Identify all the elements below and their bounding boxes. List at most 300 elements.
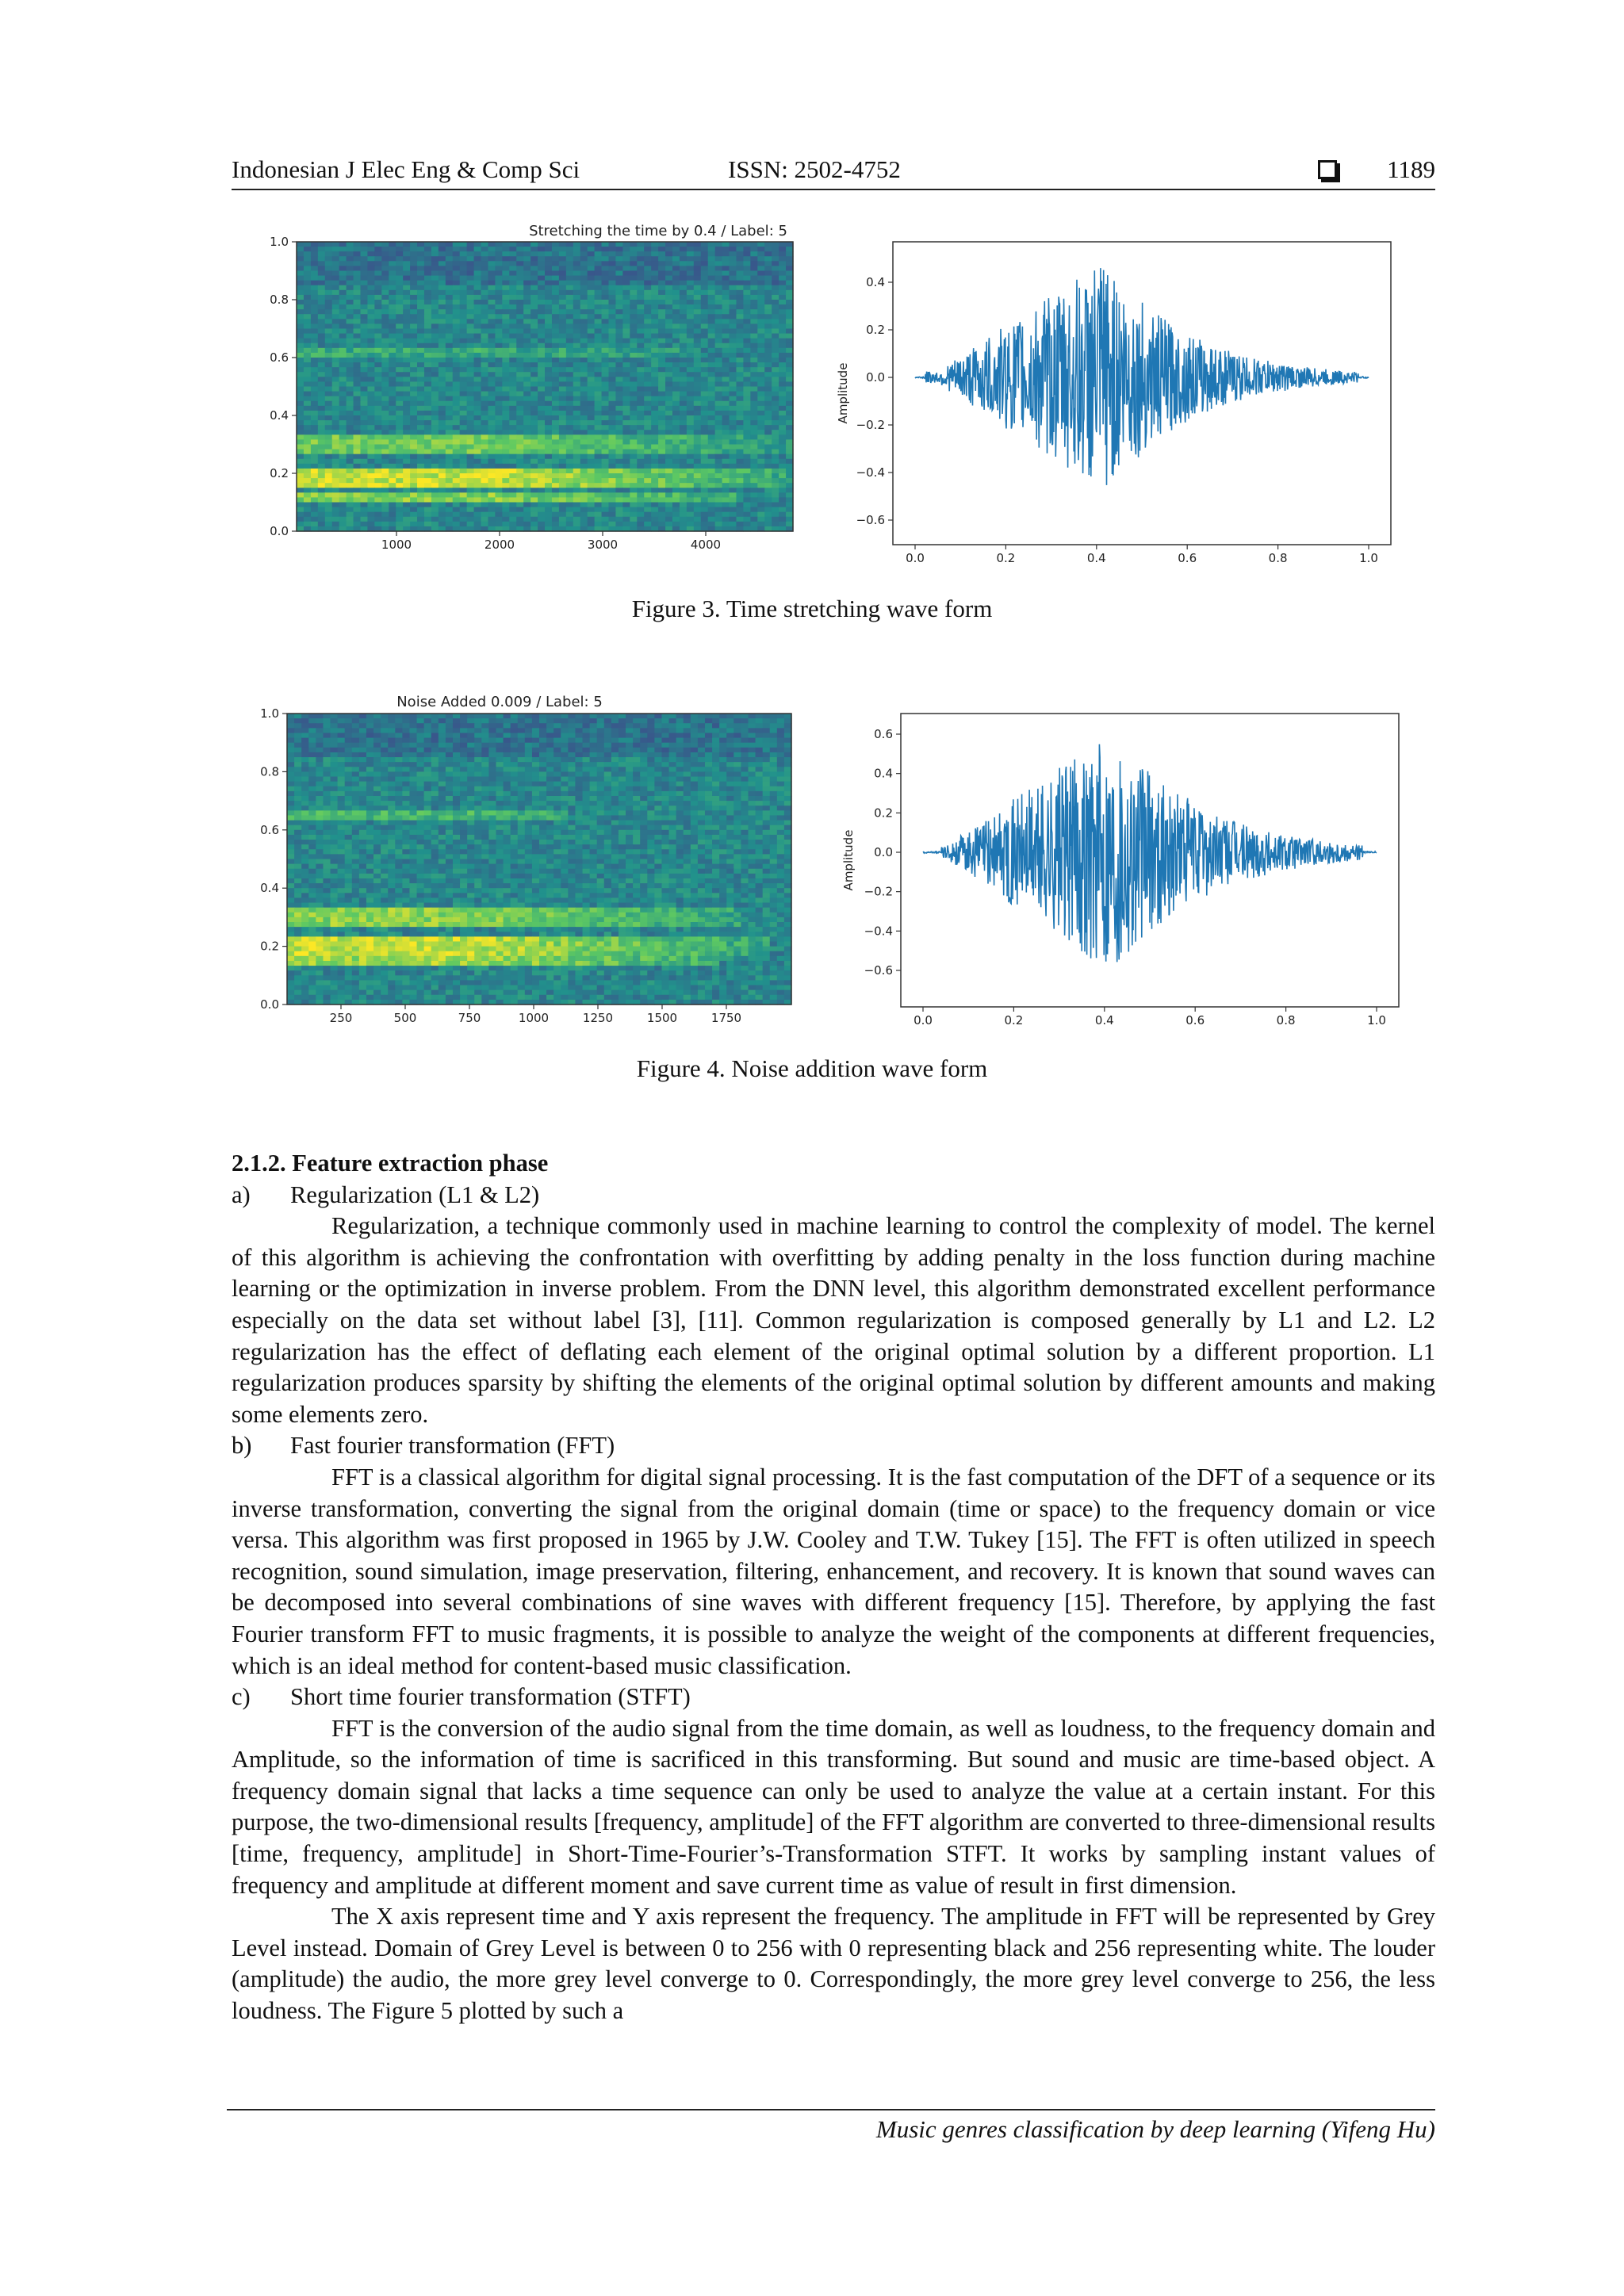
spectrogram-cell xyxy=(318,271,326,277)
spectrogram-cell xyxy=(381,718,389,724)
spectrogram-cell xyxy=(630,406,638,411)
spectrogram-cell xyxy=(396,512,404,518)
spectrogram-cell xyxy=(359,723,367,729)
spectrogram-cell xyxy=(367,367,375,373)
spectrogram-cell xyxy=(602,271,610,277)
spectrogram-cell xyxy=(431,411,439,416)
spectrogram-cell xyxy=(511,718,519,724)
spectrogram-cell xyxy=(311,492,319,498)
spectrogram-cell xyxy=(665,367,673,373)
spectrogram-cell xyxy=(345,748,353,753)
spectrogram-cell xyxy=(304,488,312,493)
spectrogram-cell xyxy=(389,271,396,277)
spectrogram-cell xyxy=(608,339,616,344)
spectrogram-cell xyxy=(431,339,439,344)
spectrogram-cell xyxy=(481,464,489,469)
spectrogram-cell xyxy=(488,512,496,518)
spectrogram-cell xyxy=(665,420,673,426)
spectrogram-cell xyxy=(665,323,673,329)
spectrogram-cell xyxy=(354,266,362,271)
spectrogram-cell xyxy=(608,266,616,271)
spectrogram-cell xyxy=(588,343,596,349)
spectrogram-cell xyxy=(772,445,779,450)
spectrogram-cell xyxy=(661,714,669,719)
spectrogram-cell xyxy=(431,300,439,305)
spectrogram-cell xyxy=(694,503,702,508)
spectrogram-cell xyxy=(580,343,588,349)
spectrogram-cell xyxy=(495,304,503,310)
spectrogram-cell xyxy=(439,478,446,484)
spectrogram-cell xyxy=(722,450,730,455)
spectrogram-cell xyxy=(467,718,475,724)
spectrogram-cell xyxy=(764,367,772,373)
spectrogram-cell xyxy=(658,290,666,296)
spectrogram-cell xyxy=(622,415,630,421)
spectrogram-cell xyxy=(325,251,333,257)
spectrogram-cell xyxy=(311,304,319,310)
spectrogram-cell xyxy=(764,488,772,493)
spectrogram-cell xyxy=(580,334,588,339)
spectrogram-cell xyxy=(354,439,362,445)
spectrogram-cell xyxy=(509,276,517,281)
spectrogram-cell xyxy=(304,304,312,310)
spectrogram-cell xyxy=(764,425,772,430)
spectrogram-cell xyxy=(396,415,404,421)
spectrogram-cell xyxy=(481,295,489,300)
spectrogram-cell xyxy=(396,401,404,407)
spectrogram-cell xyxy=(389,406,396,411)
spectrogram-cell xyxy=(757,304,765,310)
spectrogram-cell xyxy=(651,392,659,397)
spectrogram-cell xyxy=(417,247,425,252)
spectrogram-cell xyxy=(374,247,382,252)
spectrogram-cell xyxy=(722,285,730,291)
spectrogram-cell xyxy=(604,723,612,729)
spectrogram-cell xyxy=(595,256,603,262)
spectrogram-cell xyxy=(595,329,603,335)
spectrogram-cell xyxy=(644,507,652,513)
spectrogram-cell xyxy=(651,503,659,508)
spectrogram-cell xyxy=(580,425,588,430)
spectrogram-cell xyxy=(367,411,375,416)
spectrogram-cell xyxy=(354,323,362,329)
spectrogram-cell xyxy=(347,304,354,310)
spectrogram-cell xyxy=(374,488,382,493)
spectrogram-cell xyxy=(786,507,794,513)
spectrogram-cell xyxy=(366,733,374,738)
spectrogram-cell xyxy=(439,396,446,402)
spectrogram-cell xyxy=(509,309,517,315)
spectrogram-cell xyxy=(545,304,553,310)
spectrogram-cell xyxy=(439,752,446,758)
spectrogram-cell xyxy=(374,309,382,315)
spectrogram-cell xyxy=(360,473,368,479)
spectrogram-cell xyxy=(772,434,779,440)
spectrogram-cell xyxy=(339,290,347,296)
spectrogram-cell xyxy=(525,733,533,738)
spectrogram-cell xyxy=(644,454,652,460)
spectrogram-cell xyxy=(566,242,574,247)
spectrogram-cell xyxy=(516,454,524,460)
spectrogram-cell xyxy=(446,339,454,344)
spectrogram-cell xyxy=(741,752,749,758)
spectrogram-cell xyxy=(672,295,680,300)
spectrogram-cell xyxy=(715,454,723,460)
spectrogram-cell xyxy=(511,714,519,719)
spectrogram-cell xyxy=(431,469,439,474)
spectrogram-cell xyxy=(546,757,554,763)
spectrogram-cell xyxy=(453,304,461,310)
spectrogram-cell xyxy=(325,276,333,281)
spectrogram-cell xyxy=(715,362,723,368)
spectrogram-cell xyxy=(304,348,312,354)
spectrogram-cell xyxy=(622,343,630,349)
spectrogram-cell xyxy=(595,372,603,377)
spectrogram-cell xyxy=(495,353,503,358)
spectrogram-cell xyxy=(595,503,603,508)
spectrogram-cell xyxy=(389,469,396,474)
spectrogram-cell xyxy=(354,271,362,277)
spectrogram-cell xyxy=(573,343,581,349)
spectrogram-cell xyxy=(630,300,638,305)
spectrogram-cell xyxy=(525,762,533,767)
spectrogram-cell xyxy=(726,757,734,763)
spectrogram-cell xyxy=(417,256,425,262)
spectrogram-cell xyxy=(590,743,598,748)
spectrogram-cell xyxy=(403,406,411,411)
spectrogram-cell xyxy=(750,271,758,277)
spectrogram-cell xyxy=(687,314,695,320)
spectrogram-cell xyxy=(523,425,531,430)
spectrogram-cell xyxy=(467,348,475,354)
spectrogram-cell xyxy=(424,295,432,300)
spectrogram-cell xyxy=(488,314,496,320)
spectrogram-cell xyxy=(352,752,360,758)
spectrogram-cell xyxy=(736,300,744,305)
spectrogram-cell xyxy=(325,304,333,310)
spectrogram-cell xyxy=(495,522,503,527)
spectrogram-cell xyxy=(637,329,645,335)
spectrogram-cell xyxy=(318,420,326,426)
spectrogram-cell xyxy=(580,454,588,460)
spectrogram-cell xyxy=(318,290,326,296)
spectrogram-cell xyxy=(779,469,787,474)
spectrogram-cell xyxy=(311,353,319,358)
spectrogram-cell xyxy=(360,353,368,358)
spectrogram-cell xyxy=(467,723,475,729)
spectrogram-cell xyxy=(573,300,581,305)
spectrogram-cell xyxy=(757,507,765,513)
spectrogram-cell xyxy=(694,497,702,503)
spectrogram-cell xyxy=(509,261,517,266)
spectrogram-cell xyxy=(354,348,362,354)
spectrogram-cell xyxy=(615,367,623,373)
spectrogram-cell xyxy=(509,271,517,277)
spectrogram-cell xyxy=(523,348,531,354)
spectrogram-cell xyxy=(410,319,418,324)
spectrogram-cell xyxy=(354,367,362,373)
spectrogram-cell xyxy=(518,743,526,748)
spectrogram-cell xyxy=(474,517,482,522)
spectrogram-cell xyxy=(325,334,333,339)
spectrogram-cell xyxy=(446,348,454,354)
spectrogram-cell xyxy=(396,439,404,445)
spectrogram-cell xyxy=(644,420,652,426)
spectrogram-cell xyxy=(608,256,616,262)
spectrogram-cell xyxy=(715,251,723,257)
waveform-x-tick-label: 0.0 xyxy=(906,551,925,565)
spectrogram-cell xyxy=(595,334,603,339)
spectrogram-cell xyxy=(764,247,772,252)
spectrogram-cell xyxy=(691,728,699,733)
spectrogram-cell xyxy=(595,300,603,305)
spectrogram-cell xyxy=(424,503,432,508)
spectrogram-cell xyxy=(595,247,603,252)
spectrogram-cell xyxy=(523,362,531,368)
spectrogram-cell xyxy=(779,290,787,296)
spectrogram-cell xyxy=(672,290,680,296)
spectrogram-cell xyxy=(701,348,709,354)
spectrogram-cell xyxy=(588,522,596,527)
spectrogram-cell xyxy=(525,718,533,724)
spectrogram-cell xyxy=(630,290,638,296)
spectrogram-cell xyxy=(439,372,446,377)
spectrogram-cell xyxy=(665,507,673,513)
spectrogram-cell xyxy=(496,743,504,748)
spectrogram-cell xyxy=(374,387,382,392)
spectrogram-cell xyxy=(446,728,454,733)
spectrogram-cell xyxy=(757,469,765,474)
spectrogram-cell xyxy=(395,762,403,767)
spectrogram-cell xyxy=(608,507,616,513)
spectrogram-cell xyxy=(360,492,368,498)
spectrogram-cell xyxy=(595,396,603,402)
spectrogram-cell xyxy=(304,358,312,363)
spectrogram-cell xyxy=(701,454,709,460)
spectrogram-cell xyxy=(311,242,319,247)
spectrogram-cell xyxy=(530,372,538,377)
spectrogram-cell xyxy=(588,377,596,382)
spectrogram-cell xyxy=(750,503,758,508)
spectrogram-cell xyxy=(410,522,418,527)
spectrogram-cell xyxy=(722,464,730,469)
spectrogram-cell xyxy=(354,425,362,430)
spectrogram-cell xyxy=(481,372,489,377)
spectrogram-cell xyxy=(453,271,461,277)
spectrogram-cell xyxy=(502,323,510,329)
spectrogram-cell xyxy=(608,392,616,397)
spectrogram-cell xyxy=(615,251,623,257)
spectrogram-cell xyxy=(308,714,316,719)
spectrogram-cell xyxy=(545,256,553,262)
spectrogram-cell xyxy=(658,430,666,435)
spectrogram-cell xyxy=(772,271,779,277)
spectrogram-cell xyxy=(566,454,574,460)
spectrogram-cell xyxy=(701,473,709,479)
spectrogram-cell xyxy=(750,290,758,296)
spectrogram-cell xyxy=(467,445,475,450)
spectrogram-cell xyxy=(651,295,659,300)
spectrogram-cell xyxy=(374,439,382,445)
spectrogram-cell xyxy=(396,290,404,296)
spectrogram-cell xyxy=(488,459,496,465)
spectrogram-cell xyxy=(552,348,560,354)
spectrogram-cell xyxy=(410,353,418,358)
spectrogram-cell xyxy=(367,401,375,407)
spectrogram-cell xyxy=(676,723,684,729)
spectrogram-cell xyxy=(525,757,533,763)
spectrogram-cell xyxy=(360,339,368,344)
spectrogram-cell xyxy=(431,247,439,252)
spectrogram-cell xyxy=(460,415,468,421)
spectrogram-cell xyxy=(672,304,680,310)
spectrogram-cell xyxy=(595,454,603,460)
spectrogram-cell xyxy=(488,728,496,733)
spectrogram-cell xyxy=(680,450,688,455)
spectrogram-cell xyxy=(715,430,723,435)
spectrogram-cell xyxy=(615,339,623,344)
spectrogram-cell xyxy=(701,372,709,377)
spectrogram-cell xyxy=(680,483,688,488)
spectrogram-cell xyxy=(608,271,616,277)
spectrogram-cell xyxy=(367,469,375,474)
spectrogram-cell xyxy=(637,261,645,266)
spectrogram-cell xyxy=(588,348,596,354)
spectrogram-cell xyxy=(481,281,489,286)
spectrogram-cell xyxy=(403,478,411,484)
spectrogram-cell xyxy=(488,396,496,402)
spectrogram-cell xyxy=(381,425,389,430)
spectrogram-cell xyxy=(651,353,659,358)
spectrogram-cell xyxy=(575,714,583,719)
spectrogram-cell xyxy=(403,372,411,377)
spectrogram-cell xyxy=(757,334,765,339)
spectrogram-cell xyxy=(367,464,375,469)
spectrogram-cell xyxy=(580,392,588,397)
spectrogram-cell xyxy=(474,261,482,266)
spectrogram-cell xyxy=(786,488,794,493)
spectrogram-cell xyxy=(481,517,489,522)
spectrogram-cell xyxy=(580,319,588,324)
spectrogram-cell xyxy=(424,406,432,411)
spectrogram-cell xyxy=(730,271,737,277)
spectrogram-cell xyxy=(764,381,772,387)
spectrogram-cell xyxy=(580,512,588,518)
spectrogram-cell xyxy=(779,367,787,373)
spectrogram-cell xyxy=(311,454,319,460)
spectrogram-cell xyxy=(772,473,779,479)
spectrogram-cell xyxy=(538,420,546,426)
spectrogram-cell xyxy=(626,738,634,744)
spectrogram-cell xyxy=(460,434,468,440)
spectrogram-cell xyxy=(743,503,751,508)
spectrogram-cell xyxy=(389,266,396,271)
spectrogram-cell xyxy=(523,459,531,465)
spectrogram-cell xyxy=(637,454,645,460)
spectrogram-cell xyxy=(764,497,772,503)
spectrogram-cell xyxy=(779,377,787,382)
spectrogram-cell xyxy=(388,738,396,744)
spectrogram-cell xyxy=(509,323,517,329)
spectrogram-cell xyxy=(698,718,706,724)
spectrogram-cell xyxy=(712,743,720,748)
spectrogram-cell xyxy=(708,439,716,445)
spectrogram-cell xyxy=(304,406,312,411)
spectrogram-cell xyxy=(559,329,567,335)
spectrogram-cell xyxy=(680,295,688,300)
spectrogram-cell xyxy=(680,290,688,296)
spectrogram-cell xyxy=(665,469,673,474)
spectrogram-cell xyxy=(424,507,432,513)
spectrogram-cell xyxy=(294,757,302,763)
spectrogram-cell xyxy=(481,377,489,382)
spectrogram-cell xyxy=(374,353,382,358)
spectrogram-cell xyxy=(786,251,794,257)
spectrogram-cell xyxy=(651,372,659,377)
spectrogram-cell xyxy=(294,723,302,729)
spectrogram-cell xyxy=(622,512,630,518)
spectrogram-cell xyxy=(467,295,475,300)
spectrogram-cell xyxy=(495,381,503,387)
spectrogram-cell xyxy=(644,314,652,320)
spectrogram-cell xyxy=(772,497,779,503)
spectrogram-cell xyxy=(354,469,362,474)
spectrogram-cell xyxy=(347,372,354,377)
spectrogram-cell xyxy=(602,387,610,392)
spectrogram-cell xyxy=(694,358,702,363)
spectrogram-cell xyxy=(453,309,461,315)
spectrogram-cell xyxy=(453,439,461,445)
spectrogram-cell xyxy=(332,358,340,363)
spectrogram-cell xyxy=(410,251,418,257)
spectrogram-cell xyxy=(779,415,787,421)
spectrogram-cell xyxy=(644,401,652,407)
spectrogram-cell xyxy=(460,503,468,508)
spectrogram-cell xyxy=(637,242,645,247)
spectrogram-cell xyxy=(743,334,751,339)
spectrogram-cell xyxy=(467,271,475,277)
spectrogram-cell xyxy=(615,295,623,300)
spectrogram-cell xyxy=(495,319,503,324)
spectrogram-cell xyxy=(460,420,468,426)
spectrogram-cell xyxy=(750,261,758,266)
spectrogram-cell xyxy=(388,723,396,729)
spectrogram-cell xyxy=(545,392,553,397)
spectrogram-cell xyxy=(694,459,702,465)
spectrogram-cell xyxy=(708,295,716,300)
spectrogram-cell xyxy=(573,358,581,363)
spectrogram-cell xyxy=(595,319,603,324)
spectrogram-cell xyxy=(580,469,588,474)
spectrogram-cell xyxy=(622,381,630,387)
spectrogram-cell xyxy=(588,319,596,324)
spectrogram-cell xyxy=(736,406,744,411)
spectrogram-cell xyxy=(417,748,425,753)
spectrogram-cell xyxy=(502,488,510,493)
spectrogram-cell xyxy=(580,348,588,354)
spectrogram-cell xyxy=(367,488,375,493)
spectrogram-cell xyxy=(402,733,410,738)
spectrogram-cell xyxy=(743,459,751,465)
spectrogram-cell xyxy=(332,392,340,397)
spectrogram-cell xyxy=(431,714,439,719)
spectrogram-cell xyxy=(559,276,567,281)
spectrogram-cell xyxy=(523,304,531,310)
spectrogram-cell xyxy=(779,266,787,271)
spectrogram-cell xyxy=(332,319,340,324)
spectrogram-cell xyxy=(604,714,612,719)
spectrogram-cell xyxy=(431,492,439,498)
